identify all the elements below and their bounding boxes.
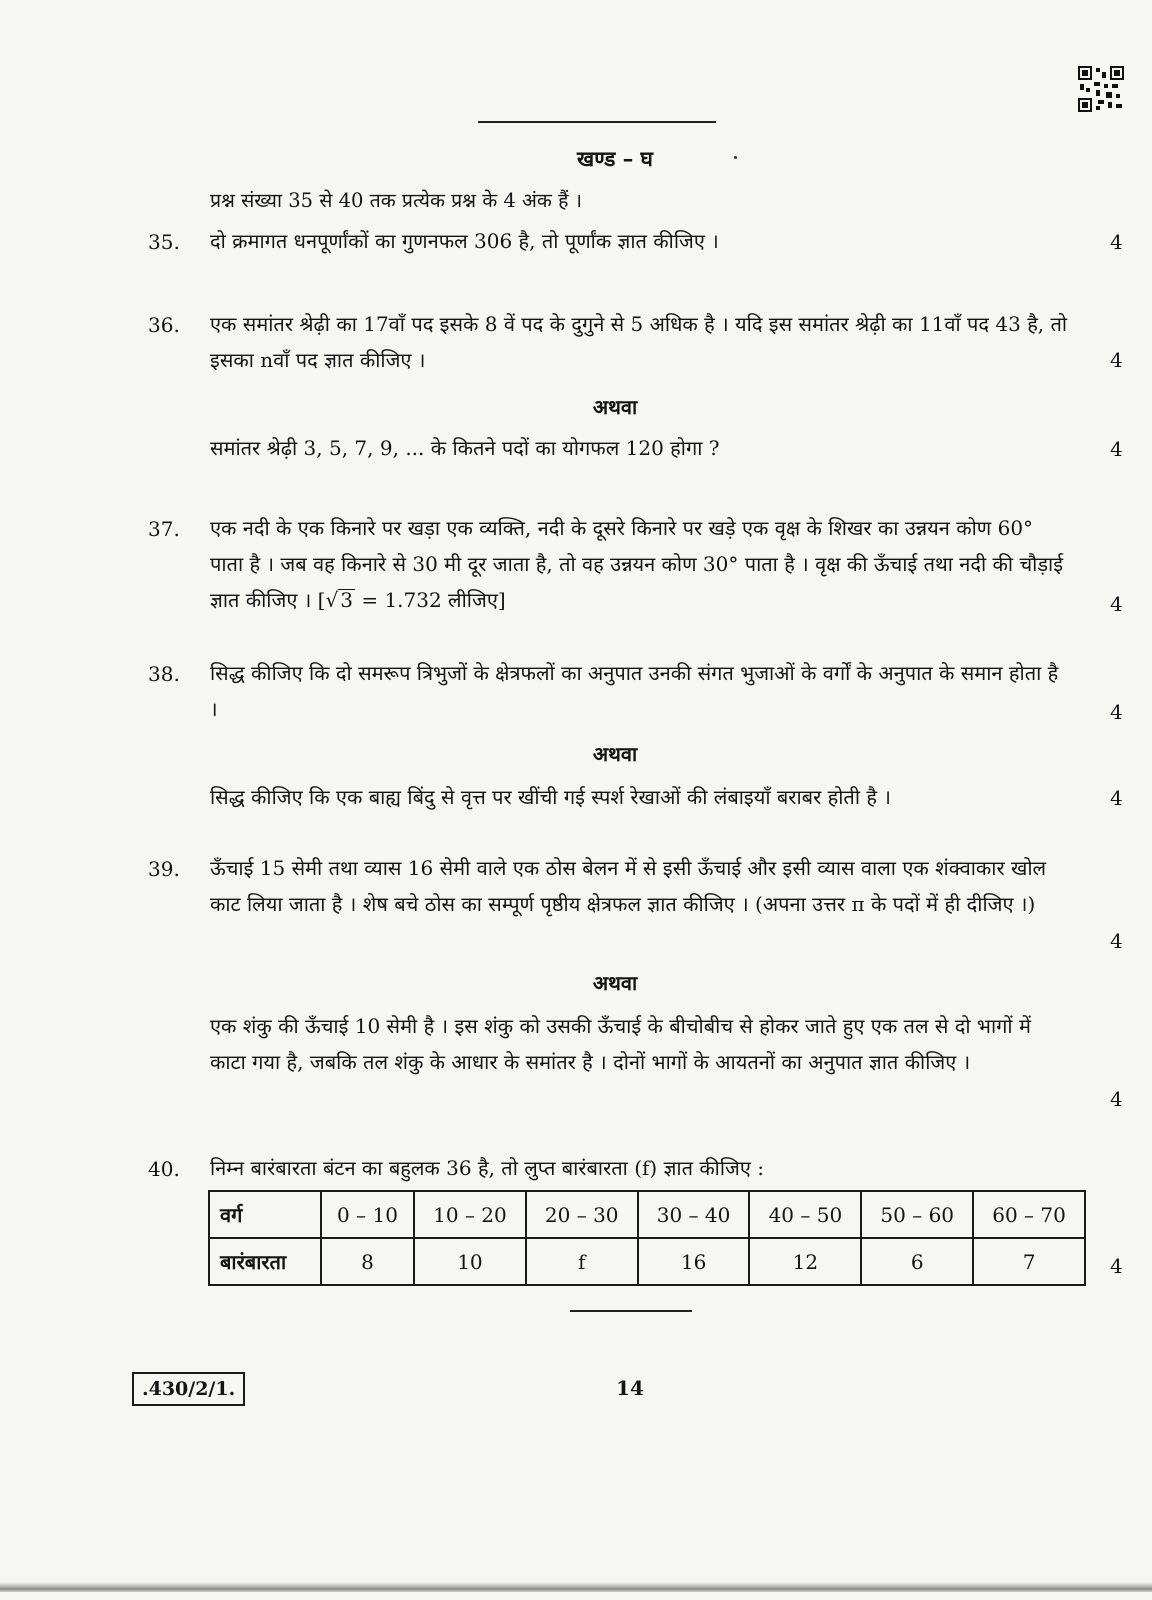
question-38-marks: 4	[1110, 700, 1123, 724]
question-37-text-tail: = 1.732 लीजिए]	[354, 588, 506, 612]
question-36-text: एक समांतर श्रेढ़ी का 17वाँ पद इसके 8 वें पद के दुगुने से 5 अधिक है । यदि इस समांतर श्रेढ़ी का 11वाँ पद 43 है, तो इसका nवाँ पद ज्ञात कीजिए ।	[210, 312, 1068, 372]
question-40-text: निम्न बारंबारता बंटन का बहुलक 36 है, तो लुप्त बारंबारता (f) ज्ञात कीजिए :	[210, 1156, 765, 1180]
question-37-text-main: एक नदी के एक किनारे पर खड़ा एक व्यक्ति, नदी के दूसरे किनारे पर खड़े एक वृक्ष के शिखर का उन्नयन कोण 60° पाता है । जब वह किनारे से 30 मी दूर जाता है, तो वह उन्नयन कोण 30° पाता है । वृक्ष की ऊँचाई तथा नदी की चौड़ाई ज्ञात कीजिए । [√	[210, 516, 1064, 612]
class-cell: 50 – 60	[861, 1191, 973, 1238]
frequency-cell: 8	[321, 1238, 414, 1285]
bottom-divider	[570, 1310, 692, 1312]
question-39-number: 39.	[148, 857, 180, 881]
qr-code-icon	[1078, 66, 1124, 112]
question-37-text	[210, 510, 1072, 618]
question-38-alternative-text: सिद्ध कीजिए कि एक बाह्य बिंदु से वृत्त पर खींची गई स्पर्श रेखाओं की लंबाइयाँ बराबर होती है ।	[210, 785, 891, 809]
page-bottom-edge	[0, 1582, 1152, 1592]
scan-speck	[734, 156, 737, 159]
frequency-table	[208, 1190, 1086, 1286]
class-cell: 10 – 20	[414, 1191, 526, 1238]
question-38-alternative-marks: 4	[1110, 786, 1123, 810]
question-38-number: 38.	[148, 662, 180, 686]
question-35-marks: 4	[1110, 230, 1123, 254]
class-cell: 60 – 70	[973, 1191, 1085, 1238]
question-36-marks: 4	[1110, 348, 1123, 372]
question-37-number: 37.	[148, 517, 180, 541]
question-36-alternative-marks: 4	[1110, 437, 1123, 461]
class-row-label: वर्ग	[209, 1191, 321, 1238]
class-cell: 20 – 30	[526, 1191, 638, 1238]
frequency-cell: 16	[638, 1238, 750, 1285]
question-38-text: सिद्ध कीजिए कि दो समरूप त्रिभुजों के क्षेत्रफलों का अनुपात उनकी संगत भुजाओं के वर्गों के अनुपात के समान होता है ।	[210, 661, 1059, 721]
frequency-cell: 12	[749, 1238, 861, 1285]
question-36-alternative-text: समांतर श्रेढ़ी 3, 5, 7, 9, ... के कितने पदों का योगफल 120 होगा ?	[210, 436, 720, 460]
question-39-text: ऊँचाई 15 सेमी तथा व्यास 16 सेमी वाले एक ठोस बेलन में से इसी ऊँचाई और इसी व्यास वाला एक शंक्वाकार खोल काट लिया जाता है । शेष बचे ठोस का सम्पूर्ण पृष्ठीय क्षेत्रफल ज्ञात कीजिए । (अपना उत्तर π के पदों में ही दीजिए ।)	[210, 856, 1047, 916]
frequency-cell: f	[526, 1238, 638, 1285]
class-cell: 40 – 50	[749, 1191, 861, 1238]
or-label-39: अथवा	[592, 971, 638, 995]
paper-code: .430/2/1.	[132, 1372, 245, 1406]
question-35-number: 35.	[148, 230, 180, 254]
frequency-row-label: बारंबारता	[209, 1238, 321, 1285]
class-cell: 0 – 10	[321, 1191, 414, 1238]
or-label-36: अथवा	[592, 395, 638, 419]
frequency-cell: 10	[414, 1238, 526, 1285]
question-36-number: 36.	[148, 313, 180, 337]
question-40-marks: 4	[1110, 1254, 1123, 1278]
question-35-text: दो क्रमागत धनपूर्णांकों का गुणनफल 306 है, तो पूर्णांक ज्ञात कीजिए ।	[210, 229, 719, 253]
class-cell: 30 – 40	[638, 1191, 750, 1238]
frequency-cell: 6	[861, 1238, 973, 1285]
top-divider	[478, 121, 716, 123]
frequency-cell: 7	[973, 1238, 1085, 1285]
section-title: खण्ड – घ	[577, 146, 653, 171]
question-40-number: 40.	[148, 1157, 180, 1181]
page-number: 14	[616, 1376, 644, 1400]
question-37-marks: 4	[1110, 592, 1123, 616]
question-39-alternative-marks: 4	[1110, 1087, 1123, 1111]
question-39-marks: 4	[1110, 929, 1123, 953]
question-39-alternative-text: एक शंकु की ऊँचाई 10 सेमी है । इस शंकु को उसकी ऊँचाई के बीचोबीच से होकर जाते हुए एक तल से दो भागों में काटा गया है, जबकि तल शंकु के आधार के समांतर है । दोनों भागों के आयतनों का अनुपात ज्ञात कीजिए ।	[210, 1014, 1031, 1074]
sqrt-radicand: 3	[340, 588, 353, 612]
frequency-row	[209, 1238, 1085, 1285]
section-instruction: प्रश्न संख्या 35 से 40 तक प्रत्येक प्रश्न के 4 अंक हैं ।	[210, 189, 583, 212]
or-label-38: अथवा	[592, 742, 638, 766]
class-row	[209, 1191, 1085, 1238]
